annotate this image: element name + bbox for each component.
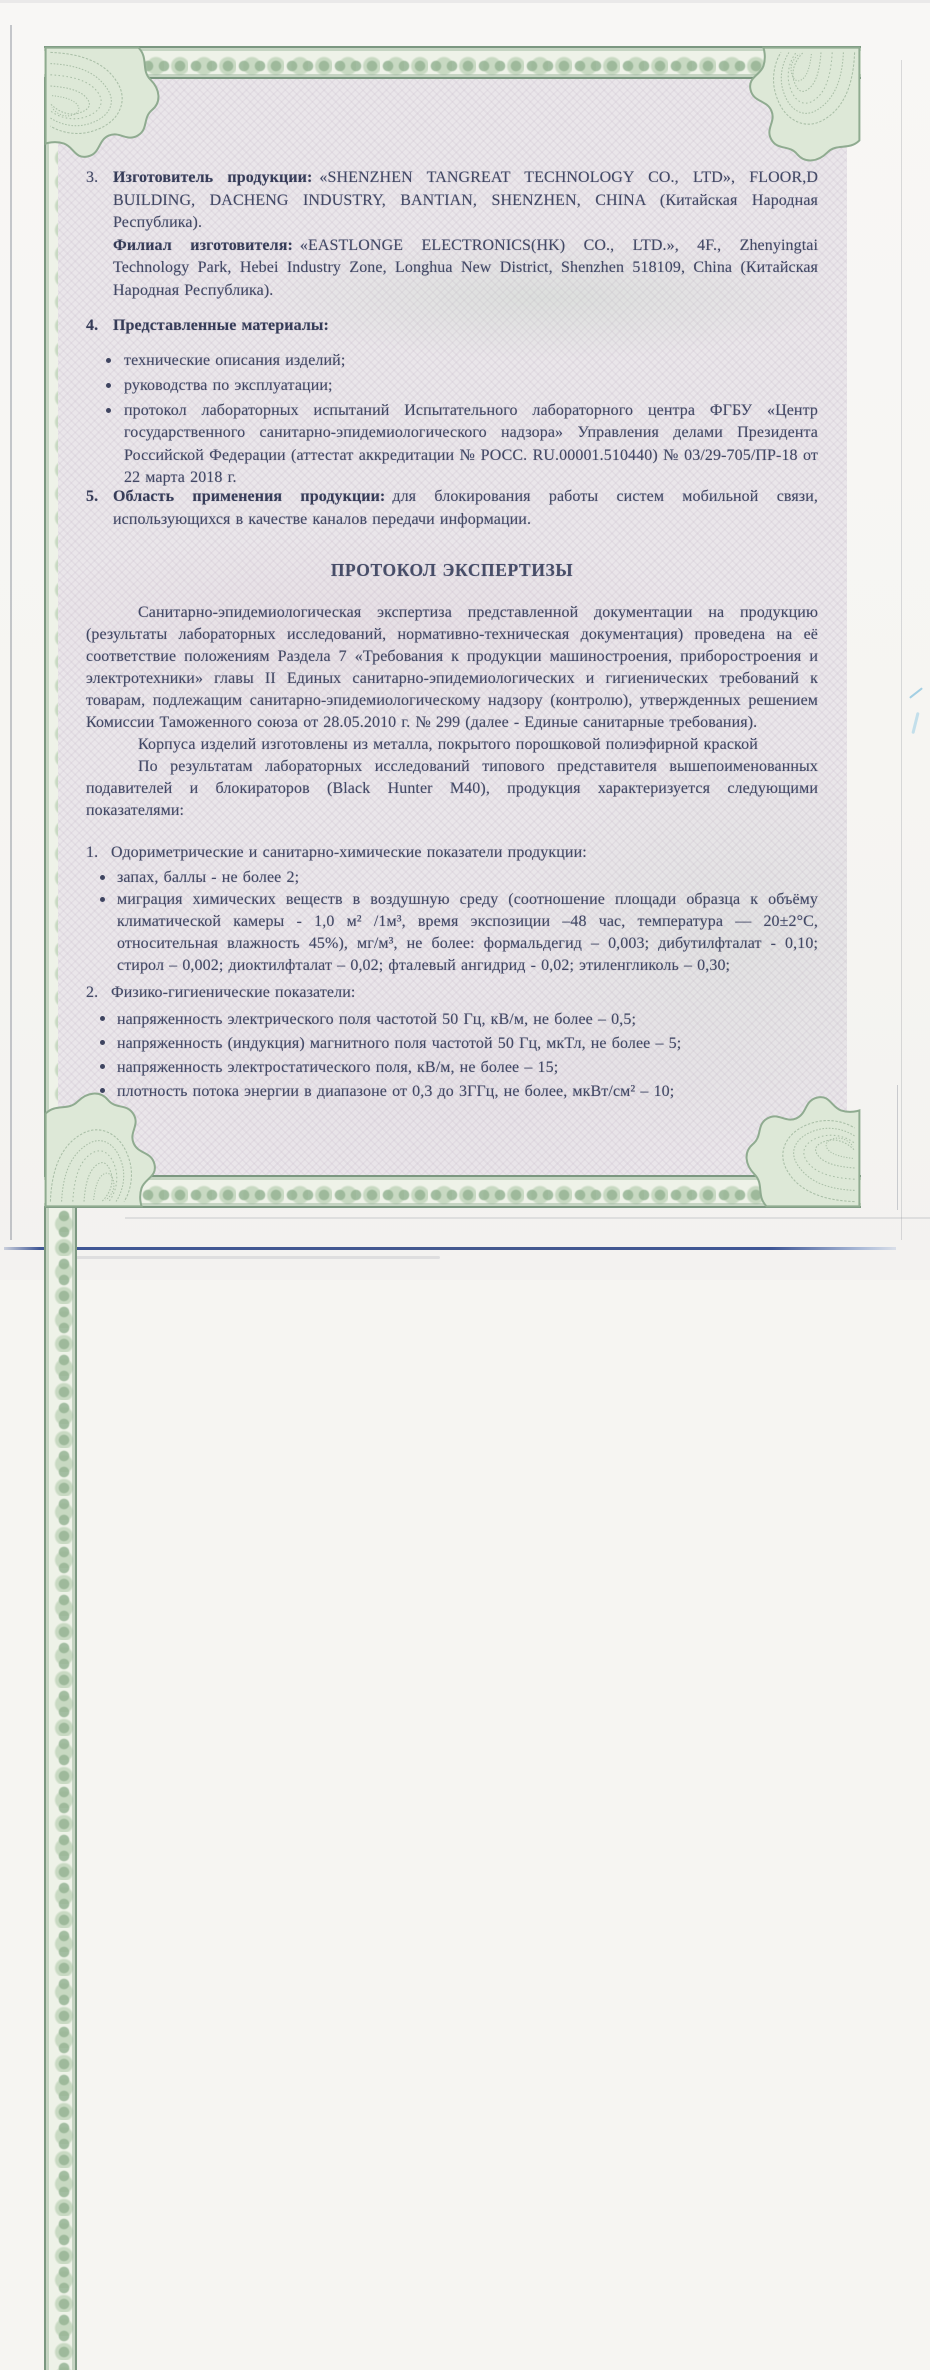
list-item bbox=[86, 867, 818, 889]
scan-smudge-bottom bbox=[70, 1256, 440, 1259]
list-item-4 bbox=[86, 315, 818, 492]
section-1-odorimetric bbox=[86, 842, 818, 977]
scan-edge-line-right-lower bbox=[897, 1085, 898, 1210]
branch-paragraph bbox=[86, 235, 818, 303]
bullet-text: руководства по эксплуатации; bbox=[124, 376, 333, 394]
item-number: 5. bbox=[86, 488, 99, 505]
list-item bbox=[86, 1032, 818, 1056]
guilloche-corner-icon bbox=[741, 1088, 861, 1208]
bullet-text: протокол лабораторных испытаний Испытательного лабораторного центра ФГБУ «Центр государственного санитарно-эпидемиологического надзора» Управления делами Президента Российской Федерации (аттестат аккредитации № РОСС. RU.00001.510440) № 03/29-705/ПР-18 от 22 марта 2018 г. bbox=[124, 401, 818, 486]
guilloche-corner-icon bbox=[741, 46, 861, 166]
scan-top-edge bbox=[0, 0, 930, 3]
bullet-text: запах, баллы - не более 2; bbox=[117, 869, 300, 886]
ink-smudge-icon bbox=[911, 712, 919, 734]
list-item-3 bbox=[86, 167, 818, 302]
section-2-list bbox=[86, 1008, 818, 1104]
manufacturer-label: Изготовитель продукции: bbox=[113, 169, 313, 186]
list-item bbox=[86, 1080, 818, 1104]
item-number: 4. bbox=[86, 317, 99, 334]
application-label: Область применения продукции: bbox=[113, 488, 386, 505]
application-paragraph bbox=[86, 486, 818, 531]
materials-list bbox=[86, 350, 818, 490]
bullet-text: напряженность электрического поля частотой 50 Гц, кВ/м, не более – 0,5; bbox=[117, 1011, 636, 1028]
section-title-text: Одориметрические и санитарно-химические показатели продукции: bbox=[111, 844, 587, 861]
manufacturer-paragraph bbox=[86, 167, 818, 235]
bullet-icon bbox=[100, 1064, 105, 1069]
paragraph: Санитарно-эпидемиологическая экспертиза представленной документации на продукцию (результаты лабораторных исследований, нормативно-техническая документация) проведена на её соответствие положениям Раздела 7 «Требования к продукции машиностроения, приборостроения и электротехники» главы II Единых санитарно-эпидемиологических и гигиенических требований к товарам, подлежащим санитарно-эпидемиологическому надзору (контролю), утвержденных решением Комиссии Таможенного союза от 28.05.2010 г. № 299 (далее - Единые санитарные требования). bbox=[86, 604, 818, 731]
section-1-list bbox=[86, 867, 818, 977]
border-strip-top bbox=[44, 46, 861, 79]
bullet-icon bbox=[100, 1016, 105, 1021]
bullet-text: напряженность электростатического поля, кВ/м, не более – 15; bbox=[117, 1059, 559, 1076]
bullet-icon bbox=[106, 358, 111, 363]
scan-edge-line-right bbox=[901, 60, 902, 1240]
materials-label: Представленные материалы: bbox=[113, 317, 329, 334]
section-number: 1. bbox=[86, 844, 99, 861]
list-item bbox=[86, 375, 818, 398]
border-strip-right bbox=[44, 1208, 77, 2370]
bullet-text: напряженность (индукция) магнитного поля частотой 50 Гц, мкТл, не более – 5; bbox=[117, 1035, 682, 1052]
bullet-text: миграция химических веществ в воздушную среду (соотношение площади образца к объёму климатической камеры - 1,0 м² /1м³, время экспозиции –48 час, температура — 20±2°С, относительная влажность 45%), мг/м³, не более: формальдегид – 0,003; дибутилфталат - 0,10; стирол – 0,002; диоктилфталат – 0,02; фталевый ангидрид - 0,02; этиленгликоль – 0,30; bbox=[117, 891, 818, 974]
bullet-icon bbox=[106, 408, 111, 413]
paragraph: Корпуса изделий изготовлены из металла, покрытого порошковой полиэфирной краской bbox=[138, 736, 758, 753]
list-item bbox=[86, 1008, 818, 1032]
section-title bbox=[86, 981, 818, 1005]
bullet-text: плотность потока энергии в диапазоне от 0,3 до 3ГГц, не более, мкВт/см² – 10; bbox=[117, 1083, 675, 1100]
list-item bbox=[86, 400, 818, 490]
section-title-text: Физико-гигиенические показатели: bbox=[111, 984, 356, 1001]
list-item-5 bbox=[86, 486, 818, 531]
bullet-icon bbox=[100, 897, 105, 902]
list-item bbox=[86, 889, 818, 977]
branch-label: Филиал изготовителя: bbox=[113, 236, 293, 254]
guilloche-corner-icon bbox=[44, 46, 164, 166]
paragraph: По результатам лабораторных исследований типового представителя вышепоименованных подавителей и блокираторов (Black Hunter M40), продукция характеризуется следующими показателями: bbox=[86, 758, 818, 819]
bullet-text: технические описания изделий; bbox=[124, 351, 346, 369]
list-item bbox=[86, 350, 818, 373]
section-title bbox=[86, 842, 818, 864]
guilloche-corner-icon bbox=[44, 1088, 164, 1208]
bullet-icon bbox=[100, 875, 105, 880]
list-item bbox=[86, 1056, 818, 1080]
ink-smudge-icon bbox=[909, 687, 923, 698]
protocol-heading: ПРОТОКОЛ ЭКСПЕРТИЗЫ bbox=[330, 560, 574, 580]
scan-edge-line-left bbox=[10, 25, 12, 1240]
section-2-physical bbox=[86, 981, 818, 1104]
bullet-icon bbox=[100, 1088, 105, 1093]
border-strip-bottom bbox=[44, 1175, 861, 1208]
protocol-paragraphs bbox=[86, 602, 818, 822]
application-text: для блокирования работы систем мобильной связи, использующихся в качестве каналов передачи информации. bbox=[113, 488, 818, 528]
scan-blue-line-bottom bbox=[4, 1247, 896, 1250]
manufacturer-text: «SHENZHEN TANGREAT TECHNOLOGY CO., LTD», FLOOR,D BUILDING, DACHENG INDUSTRY, BANTIAN, SHENZHEN, CHINA (Китайская Народная Республика). bbox=[113, 169, 818, 231]
materials-heading bbox=[86, 315, 818, 338]
branch-text: «EASTLONGE ELECTRONICS(HK) CO., LTD.», 4F., Zhenyingtai Technology Park, Hebei Industry Zone, Longhua New District, Shenzhen 518109, China (Китайская Народная Республика). bbox=[113, 236, 818, 299]
item-number: 3. bbox=[86, 169, 99, 186]
scan-faint-line-bottom bbox=[125, 1217, 930, 1219]
section-number: 2. bbox=[86, 984, 99, 1001]
bullet-icon bbox=[100, 1040, 105, 1045]
bullet-icon bbox=[106, 383, 111, 388]
